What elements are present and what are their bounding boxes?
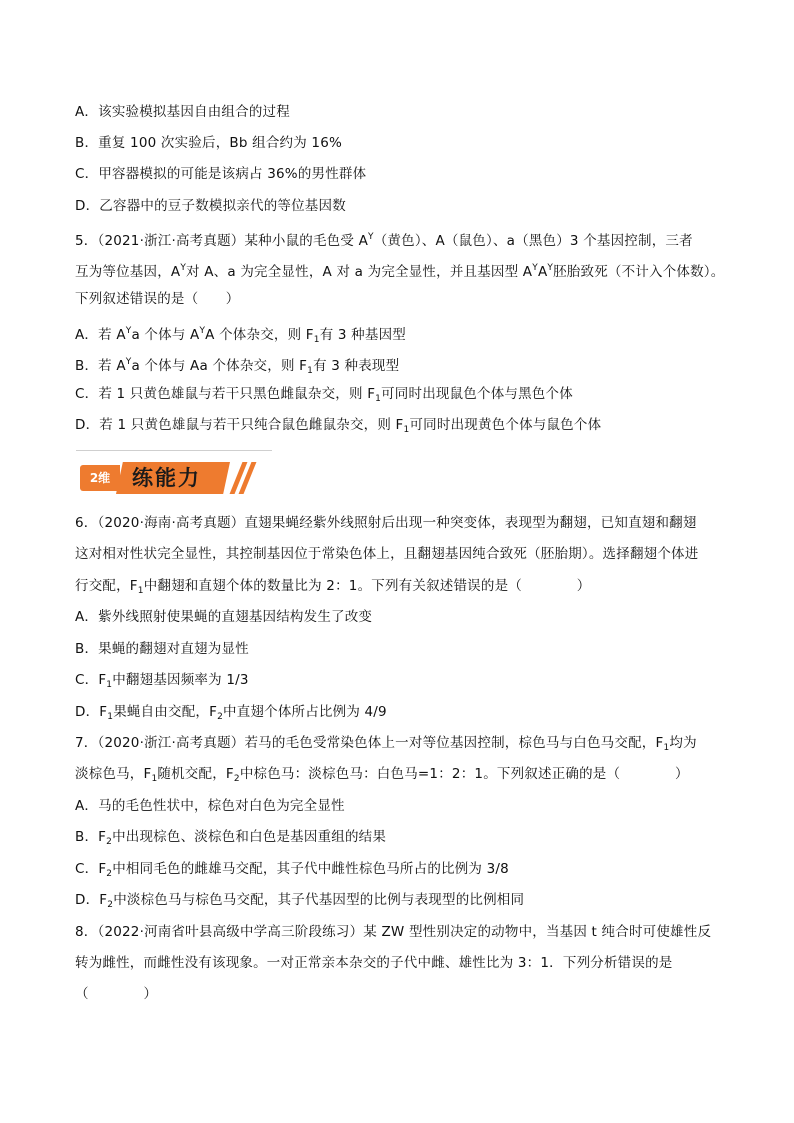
- q4-option-a: A．该实验模拟基因自由组合的过程: [75, 104, 290, 120]
- q5-stem-line3: 下列叙述错误的是（ ）: [75, 291, 240, 307]
- q6-stem-line1: 6．（2020·海南·高考真题）直翅果蝇经紫外线照射后出现一种突变体，表现型为翻翅，已知直翅和翻翅: [75, 515, 697, 531]
- q6-option-a: A．紫外线照射使果蝇的直翅基因结构发生了改变: [75, 609, 373, 625]
- q6-stem-line3: 行交配，$F_1$中翻翅和直翅个体的数量比为 2：1。下列有关叙述错误的是（ ）: [75, 578, 591, 596]
- q6-option-d: D．$F_1$果蝇自由交配，$F_2$中直翅个体所占比例为 4/9: [75, 704, 387, 722]
- q4-option-d: D．乙容器中的豆子数模拟亲代的等位基因数: [75, 198, 346, 214]
- q5-option-a: A．若 $A^Ya$ 个体与 $A^YA$ 个体杂交，则 $F_1$有 3 种基因型: [75, 326, 406, 345]
- q7-stem-line1: 7．（2020·浙江·高考真题）若马的毛色受常染色体上一对等位基因控制，棕色马与白色马交配，$F_1$均为: [75, 735, 697, 753]
- q8-stem-line3: （ ）: [75, 986, 158, 1002]
- q7-option-b: B．$F_2$中出现棕色、淡棕色和白色是基因重组的结果: [75, 829, 387, 847]
- q5-stem-line2: 互为等位基因，$A^Y$对 A、a 为完全显性，A 对 a 为完全显性，并且基因型 $A^YA^Y$胚胎致死（不计入个体数）。: [75, 263, 725, 280]
- q7-stem-line2: 淡棕色马，$F_1$随机交配，$F_2$中棕色马：淡棕色马：白色马=1：2：1。下列叙述正确的是（ ）: [75, 766, 689, 784]
- q6-option-b: B．果蝇的翻翅对直翅为显性: [75, 641, 249, 657]
- q5-stem-line1: 5．（2021·浙江·高考真题）某种小鼠的毛色受 $A^Y$（黄色）、A（鼠色）、a（黑色）3 个基因控制，三者: [75, 232, 693, 249]
- q8-stem-line1: 8．（2022·河南省叶县高级中学高三阶段练习）某 ZW 型性别决定的动物中，当基因 t 纯合时可使雄性反: [75, 924, 712, 940]
- q6-stem-line2: 这对相对性状完全显性，其控制基因位于常染色体上，且翻翅基因纯合致死（胚胎期）。选择翻翅个体进: [75, 546, 699, 562]
- q6-option-c: C．$F_1$中翻翅基因频率为 1/3: [75, 672, 249, 690]
- q5-option-d: D．若 1 只黄色雄鼠与若干只纯合鼠色雌鼠杂交，则 $F_1$可同时出现黄色个体与鼠色个体: [75, 417, 602, 435]
- q4-option-c: C．甲容器模拟的可能是该病占 36%的男性群体: [75, 166, 367, 182]
- q7-option-c: C．$F_2$中相同毛色的雌雄马交配，其子代中雌性棕色马所占的比例为 3/8: [75, 861, 509, 879]
- q5-option-c: C．若 1 只黄色雄鼠与若干只黑色雌鼠杂交，则 $F_1$可同时出现鼠色个体与黑色个体: [75, 386, 573, 404]
- banner-divider: [76, 450, 272, 451]
- q8-stem-line2: 转为雌性，而雌性没有该现象。一对正常亲本杂交的子代中雌、雄性比为 3：1．下列分析错误的是: [75, 955, 673, 971]
- banner-badge: 2维: [80, 465, 120, 491]
- banner-label: 练能力: [132, 466, 201, 490]
- q4-option-b: B．重复 100 次实验后，Bb 组合约为 16%: [75, 135, 343, 151]
- q5-option-b: B．若 $A^Ya$ 个体与 Aa 个体杂交，则 $F_1$有 3 种表现型: [75, 357, 400, 376]
- q7-option-d: D．$F_2$中淡棕色马与棕色马交配，其子代基因型的比例与表现型的比例相同: [75, 892, 525, 910]
- q7-option-a: A．马的毛色性状中，棕色对白色为完全显性: [75, 798, 345, 814]
